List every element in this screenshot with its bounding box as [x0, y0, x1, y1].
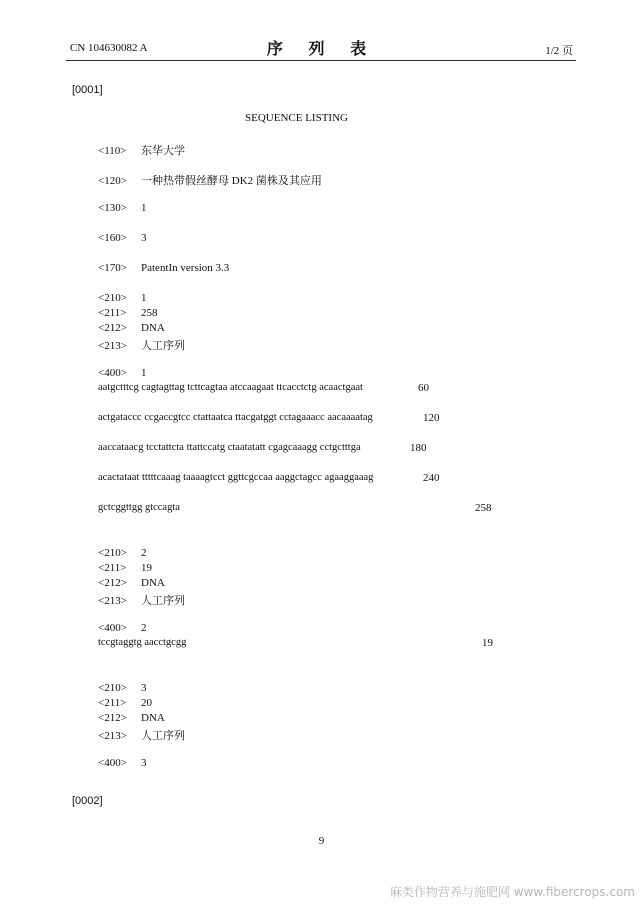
field-tag: <211>	[98, 307, 127, 319]
field-tag: <110>	[98, 145, 127, 157]
field-tag: <212>	[98, 322, 127, 334]
seq2-field-211	[98, 562, 152, 574]
field-tag: <130>	[98, 202, 127, 214]
seq1-field-210	[98, 292, 147, 304]
field-value: 3	[141, 757, 147, 769]
field-tag: <211>	[98, 562, 127, 574]
sequence-listing-title: SEQUENCE LISTING	[245, 112, 348, 124]
field-value: DNA	[141, 577, 165, 589]
seq2-field-210	[98, 547, 147, 559]
field-tag: <210>	[98, 682, 127, 694]
sequence-position: 258	[475, 502, 492, 514]
sequence-position: 19	[482, 637, 493, 649]
field-value: 2	[141, 547, 147, 559]
field-value: 3	[141, 232, 147, 244]
field-tag: <211>	[98, 697, 127, 709]
field-tag: <400>	[98, 622, 127, 634]
field-value: DNA	[141, 712, 165, 724]
paragraph-number-0002: [0002]	[72, 795, 103, 807]
field-tag: <400>	[98, 367, 127, 379]
field-170	[98, 262, 229, 274]
field-110	[98, 142, 185, 158]
seq3-field-400	[98, 757, 147, 769]
field-tag: <212>	[98, 712, 127, 724]
field-tag: <120>	[98, 175, 127, 187]
field-tag: <170>	[98, 262, 127, 274]
field-tag: <213>	[98, 340, 127, 352]
seq1-field-211	[98, 307, 158, 319]
seq2-field-212	[98, 577, 165, 589]
seq2-field-400	[98, 622, 147, 634]
page-number: 9	[318, 835, 325, 847]
field-value: 东华大学	[141, 145, 185, 157]
field-160	[98, 232, 147, 244]
sequence-line: gctcggttgg gtccagta	[98, 502, 180, 513]
seq3-field-211	[98, 697, 152, 709]
page-indicator: 1/2 页	[545, 45, 573, 57]
field-value: 1	[141, 202, 147, 214]
seq3-field-212	[98, 712, 165, 724]
field-value: PatentIn version 3.3	[141, 262, 230, 274]
field-value: 1	[141, 292, 147, 304]
field-value: 20	[141, 697, 152, 709]
seq3-field-210	[98, 682, 147, 694]
field-value: 2	[141, 622, 147, 634]
sequence-line: tccgtaggtg aacctgcgg	[98, 637, 187, 648]
seq1-field-212	[98, 322, 165, 334]
field-value: 258	[141, 307, 158, 319]
field-value: 1	[141, 367, 147, 379]
seq2-field-213	[98, 592, 185, 608]
field-tag: <210>	[98, 547, 127, 559]
seq1-field-400	[98, 367, 147, 379]
field-tag: <160>	[98, 232, 127, 244]
paragraph-number-0001: [0001]	[72, 84, 103, 96]
field-130	[98, 202, 147, 214]
patent-number: CN 104630082 A	[70, 42, 148, 54]
field-120	[98, 172, 322, 188]
sequence-line: acactataat tttttcaaag taaaagtcct ggttcgccaa aaggctagcc agaaggaaag	[98, 472, 374, 483]
field-value: 人工序列	[141, 595, 185, 607]
sequence-line: aaccataacg tcctattcta ttattccatg ctaatatatt cgagcaaagg cctgctttga	[98, 442, 361, 453]
field-value: 3	[141, 682, 147, 694]
sequence-position: 180	[410, 442, 427, 454]
header-rule	[66, 60, 576, 61]
seq3-field-213	[98, 727, 185, 743]
sequence-line: aatgctttcg cagtagttag tcttcagtaa atccaagaat ttcacctctg acaactgaat	[98, 382, 363, 393]
sequence-position: 120	[423, 412, 440, 424]
field-tag: <212>	[98, 577, 127, 589]
field-tag: <210>	[98, 292, 127, 304]
field-value: 一种热带假丝酵母 DK2 菌株及其应用	[141, 175, 322, 187]
field-tag: <400>	[98, 757, 127, 769]
watermark: 麻类作物营养与施肥网 www.fibercrops.com	[389, 885, 635, 899]
field-value: 人工序列	[141, 340, 185, 352]
sequence-line: actgataccc ccgaccgtcc ctattaatca ttacgatggt cctagaaacc aacaaaatag	[98, 412, 373, 423]
sequence-position: 60	[418, 382, 429, 394]
field-tag: <213>	[98, 595, 127, 607]
page-title: 序 列 表	[266, 39, 377, 58]
seq1-field-213	[98, 337, 185, 353]
field-value: DNA	[141, 322, 165, 334]
field-value: 人工序列	[141, 730, 185, 742]
field-value: 19	[141, 562, 152, 574]
sequence-position: 240	[423, 472, 440, 484]
field-tag: <213>	[98, 730, 127, 742]
